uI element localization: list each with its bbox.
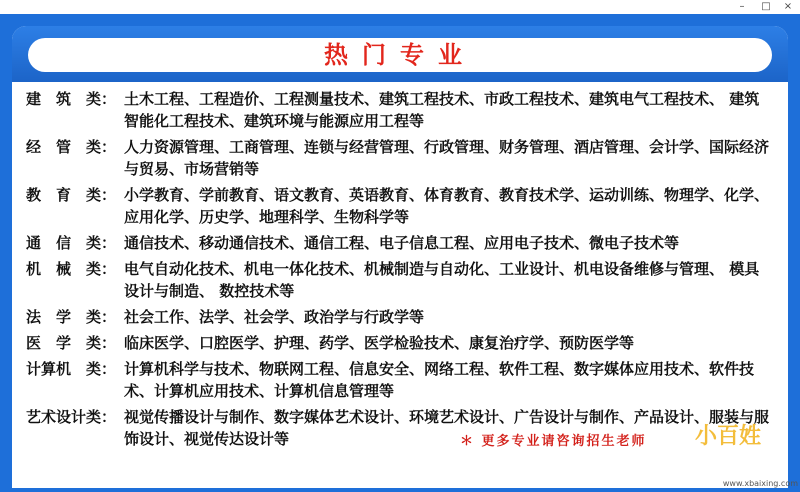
category-label: 法 学 类： [26, 308, 117, 326]
major-items: 土木工程、工程造价、工程测量技术、建筑工程技术、市政工程技术、建筑电气工程技术、 建筑智能化工程技术、建筑环境与能源应用工程等 [124, 90, 760, 130]
major-items: 小学教育、学前教育、语文教育、英语教育、体育教育、教育技术学、运动训练、物理学、化学、应用化学、历史学、地理科学、生物科学等 [124, 186, 770, 226]
major-items: 人力资源管理、工商管理、连锁与经营管理、行政管理、财务管理、酒店管理、会计学、国际经济与贸易、市场营销等 [124, 138, 770, 178]
watermark-url: www.xbaixing.com [722, 479, 798, 488]
header-band [12, 26, 788, 82]
majors-poster [12, 26, 788, 488]
major-row [26, 184, 786, 228]
window-titlebar [0, 0, 800, 14]
watermark-logo: 小百姓 [694, 424, 761, 449]
category-label: 计算机 类： [26, 360, 117, 378]
major-row [26, 232, 786, 254]
major-row [26, 136, 786, 180]
major-row [26, 88, 786, 132]
major-items: 计算机科学与技术、物联网工程、信息安全、网络工程、软件工程、数字媒体应用技术、软件技术、计算机应用技术、计算机信息管理等 [124, 360, 755, 400]
category-label: 机 械 类： [26, 260, 117, 278]
major-row [26, 332, 786, 354]
category-label: 教 育 类： [26, 186, 117, 204]
category-label: 经 管 类： [26, 138, 117, 156]
more-majors-note: ＊ 更多专业请咨询招生老师 [460, 434, 647, 449]
major-row [26, 358, 786, 402]
major-items: 视觉传播设计与制作、数字媒体艺术设计、环境艺术设计、广告设计与制作、产品设计、服装与服饰设计、视觉传达设计等 [124, 408, 770, 448]
major-items: 社会工作、法学、社会学、政治学与行政学等 [124, 308, 425, 326]
major-items: 电气自动化技术、机电一体化技术、机械制造与自动化、工业设计、机电设备维修与管理、 模具设计与制造、 数控技术等 [124, 260, 760, 300]
category-label: 艺术设计类： [26, 408, 117, 426]
maximize-icon[interactable]: □ [761, 1, 771, 12]
category-label: 医 学 类： [26, 334, 117, 352]
category-label: 建 筑 类： [26, 90, 117, 108]
major-items: 通信技术、移动通信技术、通信工程、电子信息工程、应用电子技术、微电子技术等 [124, 234, 680, 252]
majors-list [26, 88, 786, 454]
major-row [26, 306, 786, 328]
minimize-icon[interactable]: – [739, 1, 745, 12]
page-title: 热门专业 [324, 40, 476, 69]
close-icon[interactable]: × [783, 1, 793, 12]
major-row [26, 258, 786, 302]
header-pill [28, 38, 772, 72]
major-items: 临床医学、口腔医学、护理、药学、医学检验技术、康复治疗学、预防医学等 [124, 334, 635, 352]
category-label: 通 信 类： [26, 234, 117, 252]
